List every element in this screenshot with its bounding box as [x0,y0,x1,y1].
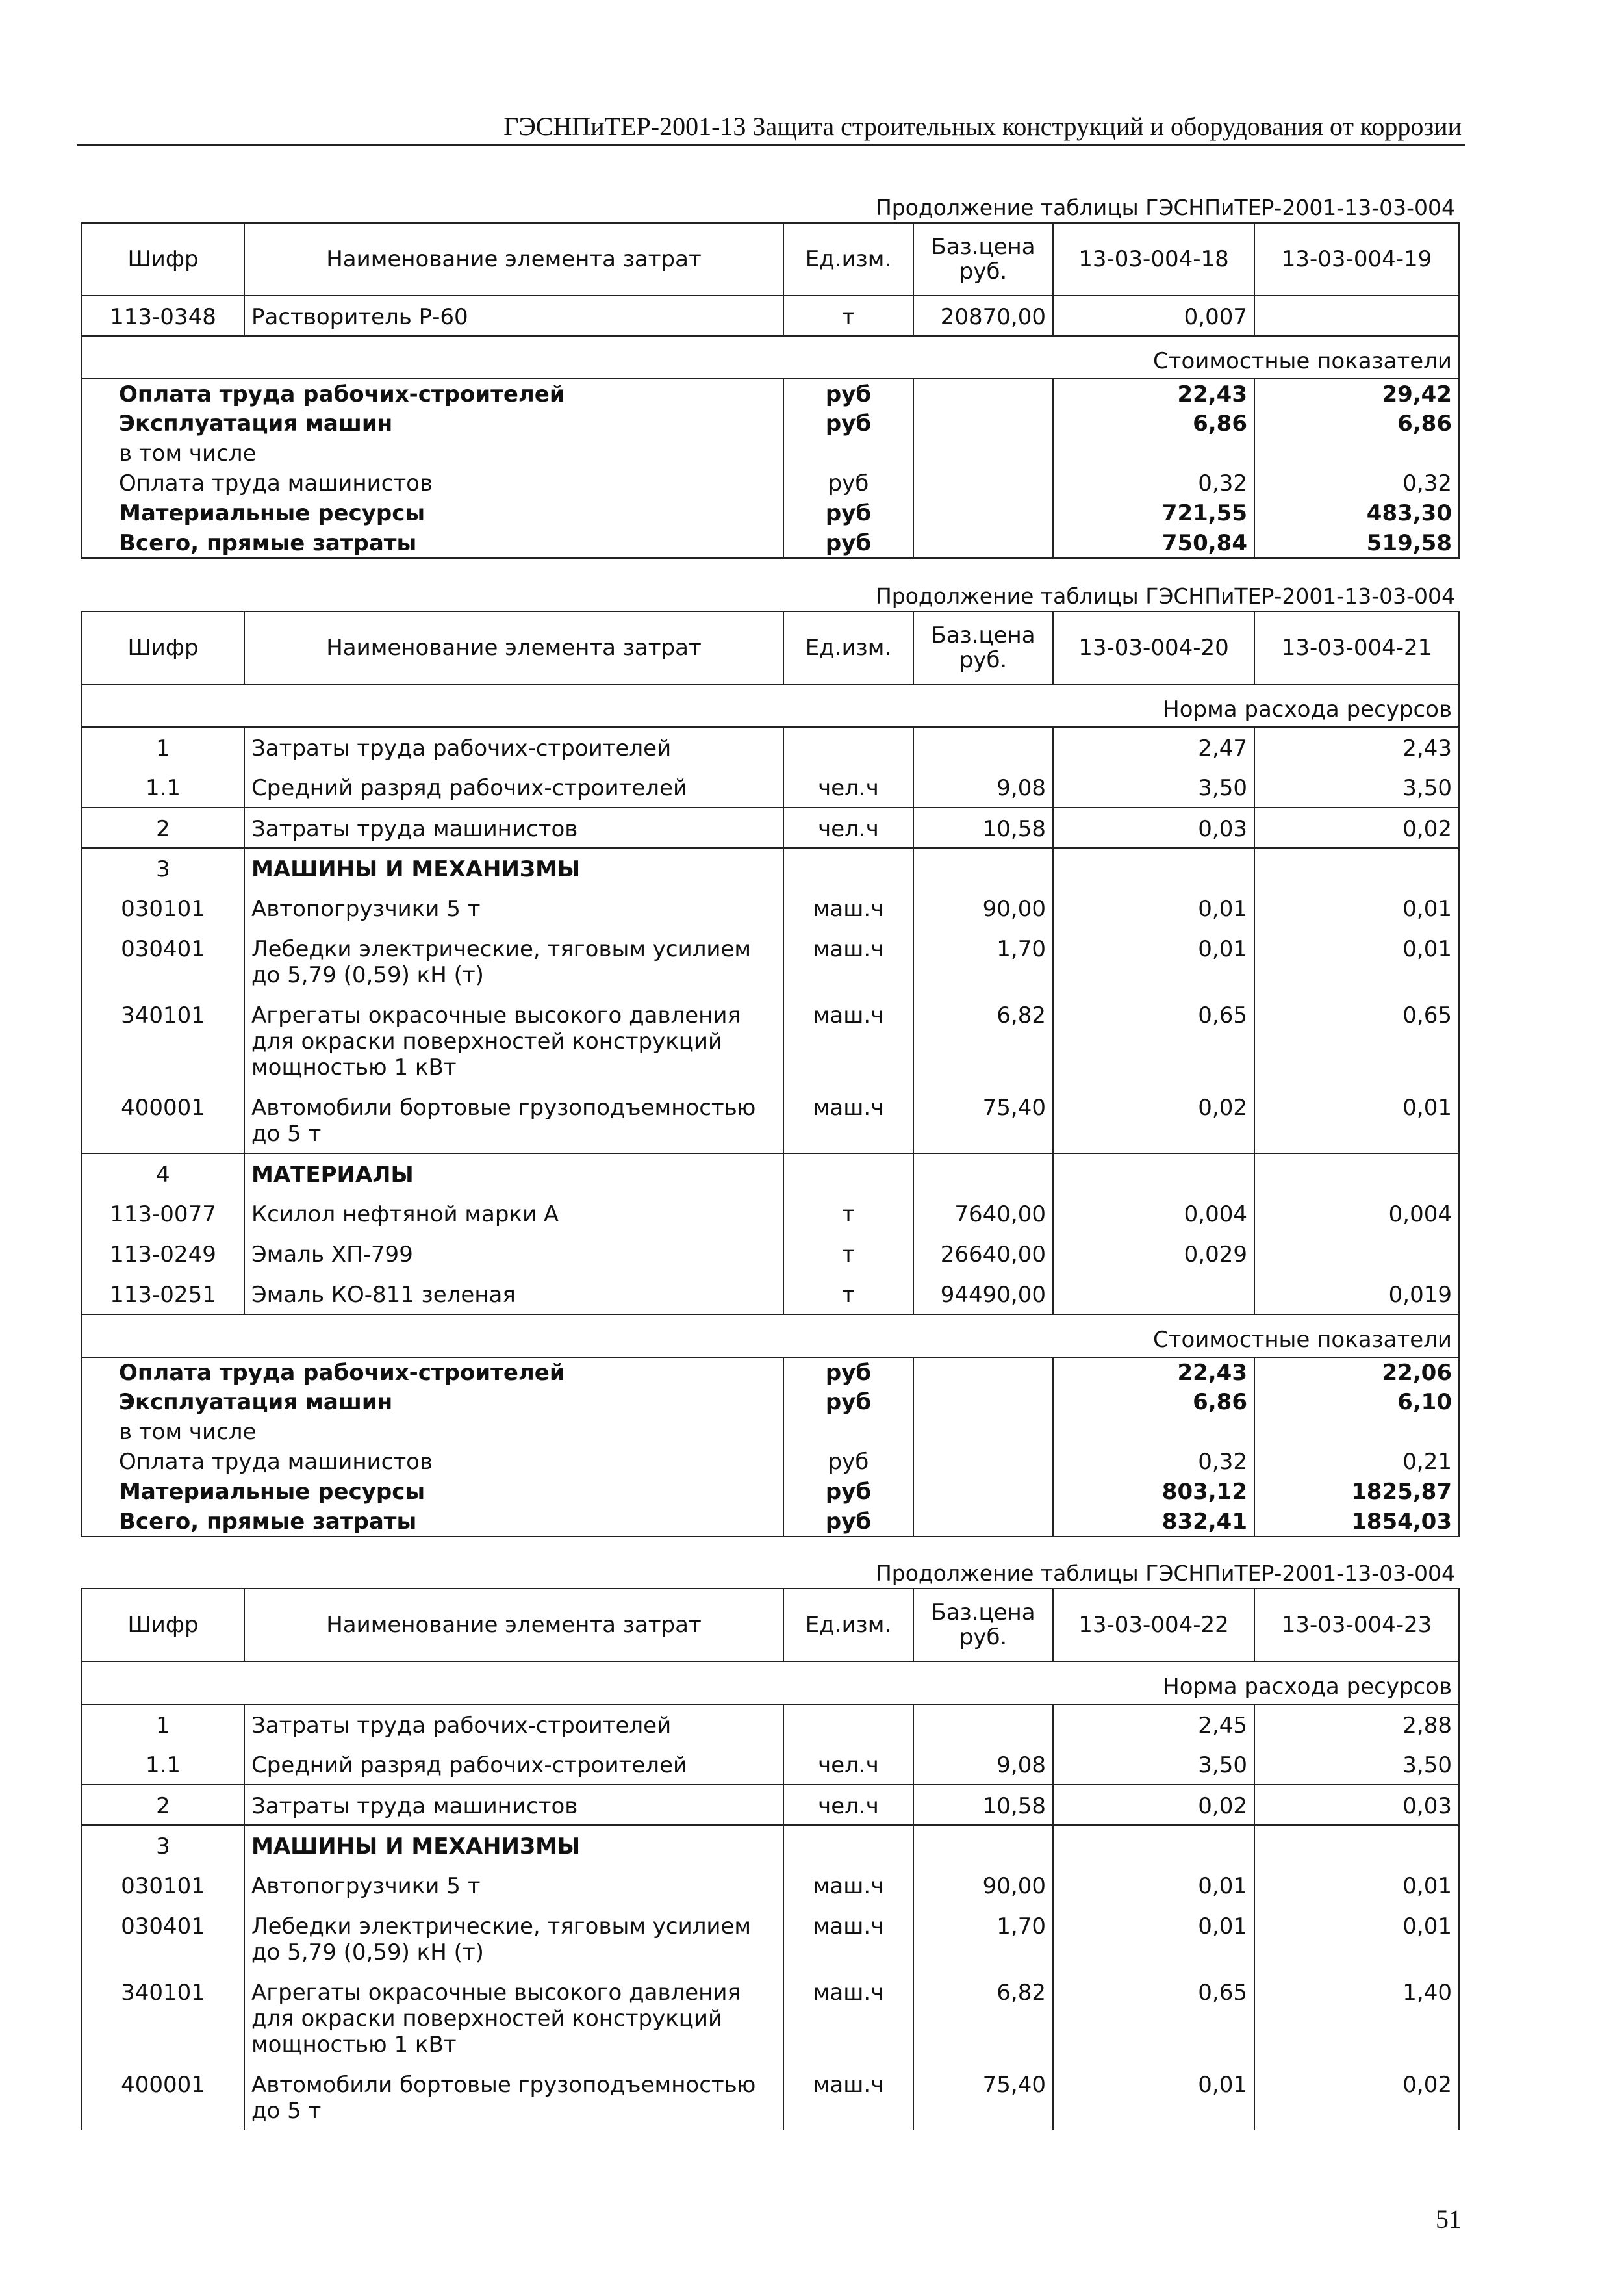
cell-name: Лебедки электрические, тяговым усилием до 5,79 (0,59) кН (т) [244,928,783,995]
cell-col-b: 0,01 [1254,928,1459,995]
cell-code: 113-0251 [82,1274,244,1314]
cell-col-a: 0,65 [1053,995,1254,1087]
cell-unit [783,1704,913,1744]
summary-row [82,468,1459,498]
cell-unit: маш.ч [783,1906,913,1972]
cell-code: 1.1 [82,1744,244,1785]
summary-col-b: 6,86 [1254,409,1459,439]
cell-col-a: 0,004 [1053,1194,1254,1234]
cell-code: 030401 [82,928,244,995]
summary-row [82,498,1459,528]
summary-col-b: 1825,87 [1254,1477,1459,1507]
cell-price: 94490,00 [913,1274,1053,1314]
norm-label-row [82,684,1459,727]
summary-name: Эксплуатация машин [82,409,783,439]
summary-col-a: 721,55 [1053,498,1254,528]
summary-col-b: 1854,03 [1254,1507,1459,1537]
summary-label-row [82,336,1459,379]
table-row [82,928,1459,995]
header-name: Наименование элемента затрат [244,611,783,684]
table-caption: Продолжение таблицы ГЭСНПиТЕР-2001-13-03-004 [875,583,1455,609]
summary-empty [913,1507,1053,1537]
cell-col-a [1053,1153,1254,1194]
summary-name: в том числе [82,439,783,468]
header-name: Наименование элемента затрат [244,223,783,296]
cell-col-a: 2,47 [1053,727,1254,767]
cell-name: Растворитель Р-60 [244,296,783,336]
table-caption: Продолжение таблицы ГЭСНПиТЕР-2001-13-03-004 [875,1561,1455,1586]
table-row [82,1865,1459,1906]
section-row [82,1825,1459,1865]
summary-empty [913,1417,1053,1447]
cell-name: Агрегаты окрасочные высокого давления для окраски поверхностей конструкций мощностью 1 кВт [244,995,783,1087]
cell-col-a: 0,01 [1053,888,1254,928]
summary-row [82,528,1459,558]
summary-row [82,1477,1459,1507]
cell-col-a: 0,02 [1053,1785,1254,1825]
cell-name: Затраты труда рабочих-строителей [244,727,783,767]
cell-price [913,727,1053,767]
summary-unit: руб [783,498,913,528]
summary-row [82,1387,1459,1417]
summary-col-a [1053,1417,1254,1447]
cell-col-b: 0,01 [1254,1865,1459,1906]
cell-code: 030101 [82,888,244,928]
cell-code: 2 [82,808,244,848]
summary-name: Оплата труда машинистов [82,468,783,498]
header-price: Баз.цена руб. [913,223,1053,296]
cell-col-b: 0,01 [1254,888,1459,928]
cell-col-a: 0,03 [1053,808,1254,848]
cell-code: 030401 [82,1906,244,1972]
cell-code: 113-0077 [82,1194,244,1234]
cell-col-b [1254,1234,1459,1274]
cell-price: 9,08 [913,1744,1053,1785]
summary-name: Оплата труда рабочих-строителей [82,1357,783,1387]
table-row [82,1744,1459,1785]
cell-price: 90,00 [913,888,1053,928]
cell-unit: чел.ч [783,1744,913,1785]
summary-row [82,409,1459,439]
summary-row [82,1447,1459,1477]
cell-col-b [1254,296,1459,336]
table-row [82,2064,1459,2130]
summary-label: Стоимостные показатели [82,1314,1459,1357]
cell-col-b: 0,03 [1254,1785,1459,1825]
cell-price: 75,40 [913,1087,1053,1153]
summary-name: в том числе [82,1417,783,1447]
header-unit: Ед.изм. [783,1589,913,1661]
summary-name: Оплата труда рабочих-строителей [82,379,783,409]
summary-row [82,379,1459,409]
cell-price: 7640,00 [913,1194,1053,1234]
header-price: Баз.цена руб. [913,1589,1053,1661]
header-unit: Ед.изм. [783,611,913,684]
summary-col-b: 0,21 [1254,1447,1459,1477]
summary-col-a: 22,43 [1053,1357,1254,1387]
norm-label: Норма расхода ресурсов [82,1661,1459,1704]
summary-unit: руб [783,1447,913,1477]
cell-col-a: 0,01 [1053,1906,1254,1972]
cell-unit: маш.ч [783,1865,913,1906]
summary-name: Материальные ресурсы [82,498,783,528]
cell-col-b [1254,848,1459,888]
cell-price: 6,82 [913,995,1053,1087]
cell-code: 113-0348 [82,296,244,336]
summary-col-a: 750,84 [1053,528,1254,558]
summary-label-row [82,1314,1459,1357]
cell-code: 400001 [82,1087,244,1153]
summary-unit [783,1417,913,1447]
cell-name: Эмаль ХП-799 [244,1234,783,1274]
resource-table-3 [81,1588,1460,2130]
cell-col-a: 0,007 [1053,296,1254,336]
page-header: ГЭСНПиТЕР-2001-13 Защита строительных конструкций и оборудования от коррозии [77,112,1465,146]
cell-unit [783,1153,913,1194]
cell-code: 400001 [82,2064,244,2130]
cell-price: 1,70 [913,1906,1053,1972]
table-row [82,1234,1459,1274]
section-title: МАТЕРИАЛЫ [244,1153,783,1194]
summary-unit: руб [783,1357,913,1387]
header-col-b: 13-03-004-23 [1254,1589,1459,1661]
cell-unit: т [783,1274,913,1314]
summary-row [82,1507,1459,1537]
summary-col-a: 0,32 [1053,468,1254,498]
cell-col-a [1053,1825,1254,1865]
header-price: Баз.цена руб. [913,611,1053,684]
summary-name: Всего, прямые затраты [82,528,783,558]
cell-col-b: 0,01 [1254,1087,1459,1153]
cell-unit: т [783,296,913,336]
cell-code: 1 [82,727,244,767]
header-col-a: 13-03-004-20 [1053,611,1254,684]
cell-col-a: 3,50 [1053,1744,1254,1785]
cell-unit [783,848,913,888]
summary-name: Материальные ресурсы [82,1477,783,1507]
table-row [82,1972,1459,2064]
summary-unit [783,439,913,468]
summary-empty [913,1387,1053,1417]
cell-price: 9,08 [913,767,1053,808]
cell-unit: чел.ч [783,1785,913,1825]
summary-unit: руб [783,468,913,498]
norm-label-row [82,1661,1459,1704]
summary-empty [913,1477,1053,1507]
cell-price [913,1825,1053,1865]
cell-price [913,1153,1053,1194]
cell-unit: маш.ч [783,995,913,1087]
cell-price: 75,40 [913,2064,1053,2130]
summary-empty [913,1447,1053,1477]
table-row [82,808,1459,848]
cell-price: 1,70 [913,928,1053,995]
cell-code: 030101 [82,1865,244,1906]
cell-price: 10,58 [913,808,1053,848]
summary-col-b [1254,439,1459,468]
cell-code: 340101 [82,1972,244,2064]
cell-col-a: 0,01 [1053,928,1254,995]
cell-code: 340101 [82,995,244,1087]
cell-col-b: 3,50 [1254,767,1459,808]
cell-price: 26640,00 [913,1234,1053,1274]
summary-unit: руб [783,1477,913,1507]
cell-col-b: 0,004 [1254,1194,1459,1234]
header-unit: Ед.изм. [783,223,913,296]
table-row [82,1194,1459,1234]
cell-unit [783,727,913,767]
summary-empty [913,528,1053,558]
summary-col-a: 22,43 [1053,379,1254,409]
summary-col-b: 6,10 [1254,1387,1459,1417]
table-row [82,1274,1459,1314]
cell-name: Автомобили бортовые грузоподъемностью до 5 т [244,2064,783,2130]
cell-unit: т [783,1194,913,1234]
cell-col-a [1053,1274,1254,1314]
cell-price: 20870,00 [913,296,1053,336]
cell-price [913,848,1053,888]
cell-col-b [1254,1153,1459,1194]
cell-unit: маш.ч [783,888,913,928]
table-caption: Продолжение таблицы ГЭСНПиТЕР-2001-13-03-004 [875,195,1455,220]
summary-col-b: 483,30 [1254,498,1459,528]
table-row [82,767,1459,808]
summary-label: Стоимостные показатели [82,336,1459,379]
summary-col-a [1053,439,1254,468]
cell-col-a [1053,848,1254,888]
header-code: Шифр [82,611,244,684]
section-row [82,1153,1459,1194]
table-row [82,888,1459,928]
cell-col-b [1254,1825,1459,1865]
cell-col-a: 0,02 [1053,1087,1254,1153]
summary-name: Эксплуатация машин [82,1387,783,1417]
section-row [82,848,1459,888]
cell-code: 3 [82,848,244,888]
summary-empty [913,439,1053,468]
resource-table-2 [81,611,1460,1537]
cell-price: 6,82 [913,1972,1053,2064]
summary-name: Оплата труда машинистов [82,1447,783,1477]
cell-name: Средний разряд рабочих-строителей [244,767,783,808]
summary-unit: руб [783,528,913,558]
cell-col-b: 0,02 [1254,2064,1459,2130]
cell-unit: маш.ч [783,928,913,995]
cell-unit: т [783,1234,913,1274]
cell-col-b: 0,65 [1254,995,1459,1087]
table-row [82,296,1459,336]
summary-col-a: 0,32 [1053,1447,1254,1477]
summary-col-a: 6,86 [1053,409,1254,439]
header-code: Шифр [82,223,244,296]
cell-col-a: 3,50 [1053,767,1254,808]
cell-name: Агрегаты окрасочные высокого давления для окраски поверхностей конструкций мощностью 1 кВт [244,1972,783,2064]
cell-unit: маш.ч [783,1972,913,2064]
table-row [82,1704,1459,1744]
cell-code: 113-0249 [82,1234,244,1274]
cell-price: 10,58 [913,1785,1053,1825]
cell-unit: чел.ч [783,767,913,808]
cell-code: 1 [82,1704,244,1744]
summary-unit: руб [783,1507,913,1537]
summary-col-b: 519,58 [1254,528,1459,558]
summary-col-b: 29,42 [1254,379,1459,409]
cell-name: Затраты труда машинистов [244,1785,783,1825]
summary-col-b: 22,06 [1254,1357,1459,1387]
cell-price: 90,00 [913,1865,1053,1906]
summary-col-a: 803,12 [1053,1477,1254,1507]
cell-code: 2 [82,1785,244,1825]
cell-col-a: 0,01 [1053,2064,1254,2130]
summary-col-a: 6,86 [1053,1387,1254,1417]
header-col-b: 13-03-004-21 [1254,611,1459,684]
cell-col-a: 0,65 [1053,1972,1254,2064]
table-row [82,1906,1459,1972]
cell-unit: чел.ч [783,808,913,848]
header-col-b: 13-03-004-19 [1254,223,1459,296]
cell-col-a: 0,029 [1053,1234,1254,1274]
cell-col-b: 0,019 [1254,1274,1459,1314]
page-number: 51 [1436,2204,1462,2234]
table-row [82,1087,1459,1153]
summary-empty [913,379,1053,409]
table-row [82,727,1459,767]
cell-col-b: 1,40 [1254,1972,1459,2064]
resource-table-1 [81,222,1460,559]
cell-code: 3 [82,1825,244,1865]
summary-col-a: 832,41 [1053,1507,1254,1537]
summary-row [82,1357,1459,1387]
summary-empty [913,409,1053,439]
cell-col-b: 3,50 [1254,1744,1459,1785]
summary-empty [913,468,1053,498]
cell-col-b: 0,02 [1254,808,1459,848]
summary-unit: руб [783,379,913,409]
section-title: МАШИНЫ И МЕХАНИЗМЫ [244,1825,783,1865]
header-name: Наименование элемента затрат [244,1589,783,1661]
cell-unit [783,1825,913,1865]
cell-col-a: 0,01 [1053,1865,1254,1906]
cell-name: Лебедки электрические, тяговым усилием до 5,79 (0,59) кН (т) [244,1906,783,1972]
cell-code: 1.1 [82,767,244,808]
summary-unit: руб [783,409,913,439]
summary-col-b [1254,1417,1459,1447]
summary-col-b: 0,32 [1254,468,1459,498]
cell-name: Средний разряд рабочих-строителей [244,1744,783,1785]
cell-name: Автомобили бортовые грузоподъемностью до 5 т [244,1087,783,1153]
cell-code: 4 [82,1153,244,1194]
cell-name: Ксилол нефтяной марки А [244,1194,783,1234]
cell-name: Затраты труда рабочих-строителей [244,1704,783,1744]
header-col-a: 13-03-004-18 [1053,223,1254,296]
cell-unit: маш.ч [783,1087,913,1153]
cell-col-b: 2,43 [1254,727,1459,767]
section-title: МАШИНЫ И МЕХАНИЗМЫ [244,848,783,888]
summary-name: Всего, прямые затраты [82,1507,783,1537]
cell-name: Автопогрузчики 5 т [244,888,783,928]
cell-col-b: 2,88 [1254,1704,1459,1744]
cell-price [913,1704,1053,1744]
norm-label: Норма расхода ресурсов [82,684,1459,727]
cell-col-a: 2,45 [1053,1704,1254,1744]
summary-unit: руб [783,1387,913,1417]
header-col-a: 13-03-004-22 [1053,1589,1254,1661]
summary-row [82,439,1459,468]
summary-empty [913,1357,1053,1387]
table-row [82,995,1459,1087]
summary-empty [913,498,1053,528]
cell-col-b: 0,01 [1254,1906,1459,1972]
header-code: Шифр [82,1589,244,1661]
cell-name: Эмаль КО-811 зеленая [244,1274,783,1314]
cell-name: Затраты труда машинистов [244,808,783,848]
table-row [82,1785,1459,1825]
summary-row [82,1417,1459,1447]
cell-unit: маш.ч [783,2064,913,2130]
cell-name: Автопогрузчики 5 т [244,1865,783,1906]
